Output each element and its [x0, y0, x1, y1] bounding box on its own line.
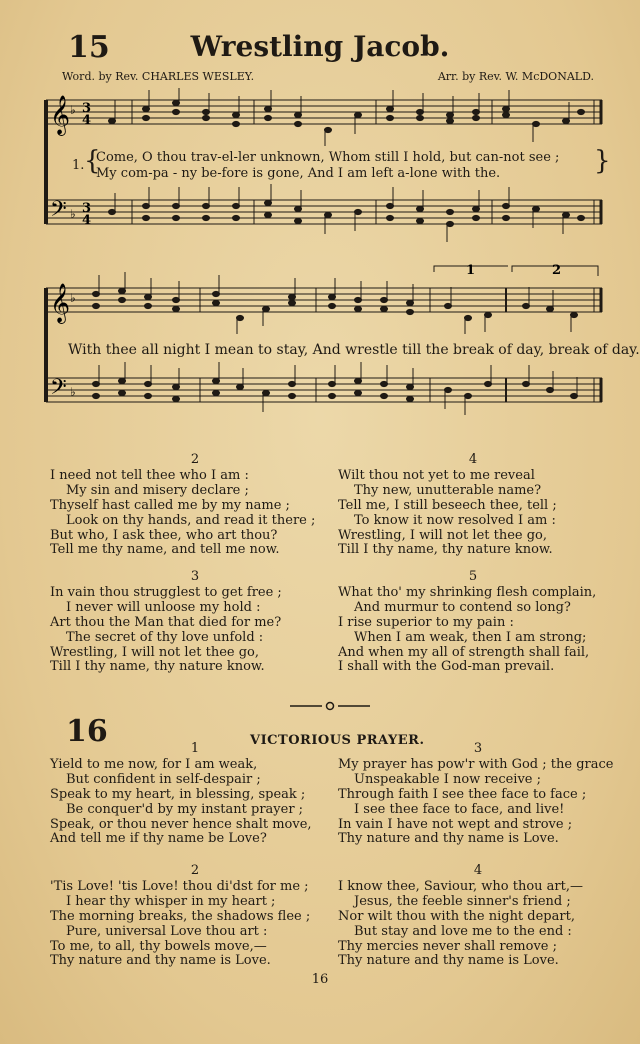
verse-line: Jesus, the feeble sinner's friend ; — [354, 893, 571, 909]
hymn-title: VICTORIOUS PRAYER. — [250, 733, 425, 748]
verse-number: 2 — [190, 863, 200, 878]
verse-number: 1. — [72, 158, 85, 173]
verse-line: Thy new, unutterable name? — [354, 482, 542, 498]
verse-line: But stay and love me to the end : — [354, 923, 572, 939]
right-brace-icon: } — [594, 146, 611, 176]
verse-line: Till I thy name, thy nature know. — [338, 542, 553, 558]
bass-clef-icon: 𝄢 — [50, 197, 67, 227]
verse-line: My prayer has pow'r with God ; the grace — [338, 756, 614, 772]
verse-line: I need not tell thee who I am : — [50, 467, 249, 483]
words-credit: Word. by Rev. CHARLES WESLEY. — [62, 70, 255, 83]
verse-block — [338, 864, 618, 969]
page-number: 16 — [311, 972, 329, 987]
refrain-lyric-line: With thee all night I mean to stay, And wrestle till the break of day, break of day. — [68, 342, 640, 358]
arranger-credit: Arr. by Rev. W. McDONALD. — [437, 70, 594, 83]
verse-block — [338, 570, 608, 675]
svg-text:♭: ♭ — [70, 291, 76, 305]
verse-block — [50, 864, 340, 969]
verse-line: I rise superior to my pain : — [338, 614, 514, 630]
ending-1-label: 1 — [466, 263, 476, 278]
svg-text:3: 3 — [82, 201, 92, 216]
verse-line: Through faith I see thee face to face ; — [338, 786, 587, 802]
svg-text:4: 4 — [82, 213, 92, 228]
verse-number: 5 — [468, 569, 478, 584]
verse-line: Wrestling, I will not let thee go, — [50, 644, 260, 660]
verse-number: 2 — [190, 452, 200, 467]
verse-line: In vain thou strugglest to get free ; — [50, 584, 282, 600]
verse-line: Nor wilt thou with the night depart, — [338, 908, 575, 924]
verse-line: Thy mercies never shall remove ; — [338, 938, 557, 954]
svg-text:4: 4 — [82, 113, 92, 128]
verse-line: Tell me thy name, and tell me now. — [50, 542, 280, 558]
verse-line: Unspeakable I now receive ; — [354, 771, 542, 787]
verse-line: Wrestling, I will not let thee go, — [338, 527, 548, 543]
verse-line: Thyself hast called me by my name ; — [50, 497, 290, 513]
verse-line: But who, I ask thee, who art thou? — [50, 527, 278, 543]
hymn-number: 15 — [68, 30, 110, 65]
verse-line: Thy nature and thy name is Love. — [338, 953, 559, 969]
verse-line: The secret of thy love unfold : — [66, 629, 264, 645]
verse-line: I see thee face to face, and live! — [354, 801, 565, 817]
svg-text:♭: ♭ — [70, 385, 76, 399]
verse-line: I never will unloose my hold : — [66, 599, 261, 615]
verse-line: My sin and misery declare ; — [66, 482, 249, 498]
verse-line: In vain I have not wept and strove ; — [338, 816, 573, 832]
hymn-number: 16 — [66, 714, 108, 749]
verse-line: When I am weak, then I am strong; — [354, 629, 587, 645]
verse-line: I hear thy whisper in my heart ; — [66, 893, 276, 909]
svg-text:♭: ♭ — [70, 103, 76, 117]
verse-number: 3 — [473, 741, 483, 756]
verse-line: The morning breaks, the shadows flee ; — [50, 908, 311, 924]
treble-clef-icon: 𝄞 — [50, 95, 71, 135]
verse-line: And murmur to contend so long? — [354, 599, 571, 615]
verse-number: 4 — [468, 452, 478, 467]
hymn-title: Wrestling Jacob. — [190, 30, 450, 63]
verse-line: Speak, or thou never hence shalt move, — [50, 816, 312, 832]
verse-line: I know thee, Saviour, who thou art,— — [338, 878, 583, 894]
verse-line: 'Tis Love! 'tis Love! thou di'dst for me ; — [50, 878, 309, 894]
verse-line: Art thou the Man that died for me? — [50, 614, 282, 630]
verse-line: I shall with the God-man prevail. — [338, 659, 555, 675]
verse-number: 1 — [190, 741, 200, 756]
verse-line: Speak to my heart, in blessing, speak ; — [50, 786, 306, 802]
verse-line: To know it now resolved I am : — [354, 512, 556, 528]
verse-number: 3 — [190, 569, 200, 584]
verse-block — [50, 570, 340, 675]
verse-line: But confident in self-despair ; — [66, 771, 261, 787]
verse-line: Pure, universal Love thou art : — [66, 923, 268, 939]
svg-text:3: 3 — [82, 101, 92, 116]
lyric-line: My com-pa - ny be-fore is gone, And I am left a-lone with the. — [96, 166, 501, 181]
svg-text:♭: ♭ — [70, 207, 76, 221]
verse-block — [338, 453, 608, 558]
verse-block — [50, 742, 340, 847]
verse-line: Wilt thou not yet to me reveal — [338, 467, 535, 483]
verse-line: Be conquer'd by my instant prayer ; — [66, 801, 304, 817]
lyric-line: Come, O thou trav-el-ler unknown, Whom still I hold, but can-not see ; — [96, 150, 560, 165]
verse-line: Look on thy hands, and read it there ; — [66, 512, 316, 528]
verse-line: Tell me, I still beseech thee, tell ; — [338, 497, 557, 513]
bass-clef-icon: 𝄢 — [50, 375, 67, 405]
verse-line: To me, to all, thy bowels move,— — [50, 938, 267, 954]
ending-2-label: 2 — [552, 263, 562, 278]
verse-number: 4 — [473, 863, 483, 878]
verse-block — [338, 742, 618, 847]
verse-line: And tell me if thy name be Love? — [50, 831, 267, 847]
treble-clef-icon: 𝄞 — [50, 283, 71, 323]
verse-block — [50, 453, 340, 558]
left-brace-icon: { — [84, 146, 101, 176]
verse-line: Till I thy name, thy nature know. — [50, 659, 265, 675]
verse-line: Yield to me now, for I am weak, — [50, 756, 258, 772]
ornament-divider-icon — [290, 700, 370, 712]
verse-line: Thy nature and thy name is Love. — [338, 831, 559, 847]
verse-line: Thy nature and thy name is Love. — [50, 953, 271, 969]
verse-line: What tho' my shrinking flesh complain, — [338, 584, 597, 600]
verse-line: And when my all of strength shall fail, — [338, 644, 590, 660]
